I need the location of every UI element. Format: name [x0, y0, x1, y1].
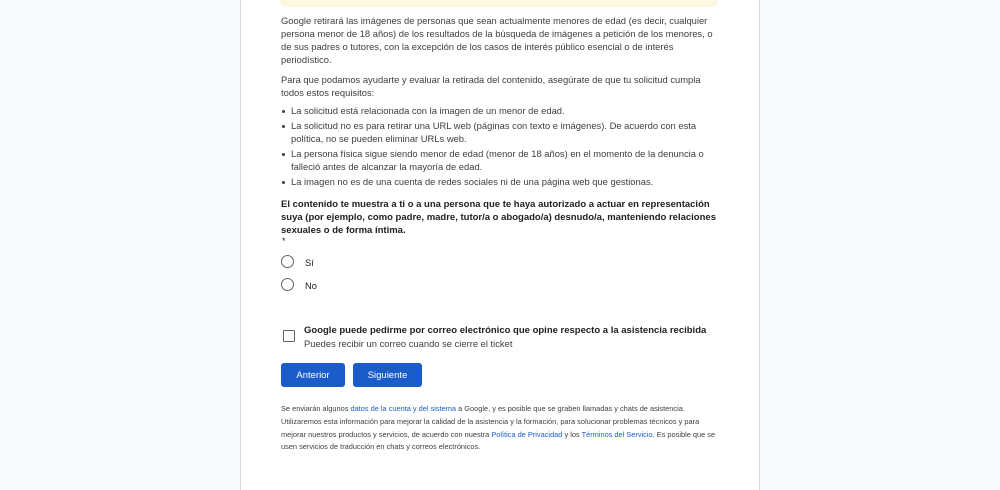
- privacy-footer: [281, 403, 721, 454]
- footer-text: Se enviarán algunos: [281, 404, 351, 413]
- previous-button[interactable]: Anterior: [281, 363, 345, 387]
- feedback-checkbox[interactable]: [283, 330, 295, 342]
- radio-yes-label[interactable]: Sí: [305, 257, 314, 268]
- list-item: La solicitud no es para retirar una URL web (páginas con texto e imágenes). De acuerdo con esta política, no se pueden eliminar URLs web.: [281, 120, 721, 145]
- radio-circle-icon[interactable]: [281, 255, 294, 268]
- intro-section: [281, 14, 721, 191]
- radio-circle-icon[interactable]: [281, 278, 294, 291]
- required-mark: *: [282, 236, 286, 246]
- account-data-link[interactable]: datos de la cuenta y del sistema: [350, 404, 457, 413]
- footer-text: a Google, y es posible que se graben llamadas y chats de asistencia. Utilizaremos esta información para mejorar la calidad de la asistencia y la formación, para solucionar problemas técnicos y para mejorar nuestros productos y servicios, de acuerdo con nuestra: [281, 404, 700, 439]
- feedback-checkbox-description: Puedes recibir un correo cuando se cierre el ticket: [304, 338, 513, 349]
- footer-text: y los: [562, 429, 582, 439]
- requirements-intro: Para que podamos ayudarte y evaluar la retirada del contenido, asegúrate de que tu solicitud cumpla todos estos requisitos:: [281, 74, 701, 98]
- notice-banner: [280, 0, 718, 7]
- intro-paragraph: Google retirará las imágenes de personas que sean actualmente menores de edad (es decir, cualquier persona menor de 18 años) de los resultados de la búsqueda de imágenes a petición de los menores, o de sus padres o tutores, con la excepción de los casos de interés público esencial o de interés periodístico.: [281, 15, 713, 65]
- requirements-list: [281, 105, 721, 188]
- list-item: La solicitud está relacionada con la imagen de un menor de edad.: [281, 105, 721, 118]
- footer-text: . Es posible que se usen servicios de traducción en chats y correos electrónicos.: [281, 429, 716, 452]
- feedback-consent[interactable]: [283, 324, 723, 354]
- radio-no[interactable]: [281, 278, 401, 294]
- radio-no-label[interactable]: No: [305, 280, 317, 291]
- next-button[interactable]: Siguiente: [353, 363, 422, 387]
- terms-of-service-link[interactable]: Términos del Servicio: [581, 429, 653, 439]
- list-item: La imagen no es de una cuenta de redes sociales ni de una página web que gestionas.: [281, 176, 721, 189]
- radio-yes[interactable]: [281, 255, 401, 271]
- privacy-policy-link[interactable]: Política de Privacidad: [491, 429, 563, 439]
- question-label: El contenido te muestra a ti o a una persona que te haya autorizado a actuar en representación suya (por ejemplo, como padre, madre, tutor/a o abogado/a) desnudo/a, manteniendo relaciones sexuales o de forma íntima.: [281, 199, 716, 236]
- list-item: La persona física sigue siendo menor de edad (menor de 18 años) en el momento de la denuncia o falleció antes de alcanzar la mayoría de edad.: [281, 148, 721, 173]
- feedback-checkbox-label[interactable]: Google puede pedirme por correo electrónico que opine respecto a la asistencia recibida: [304, 325, 707, 336]
